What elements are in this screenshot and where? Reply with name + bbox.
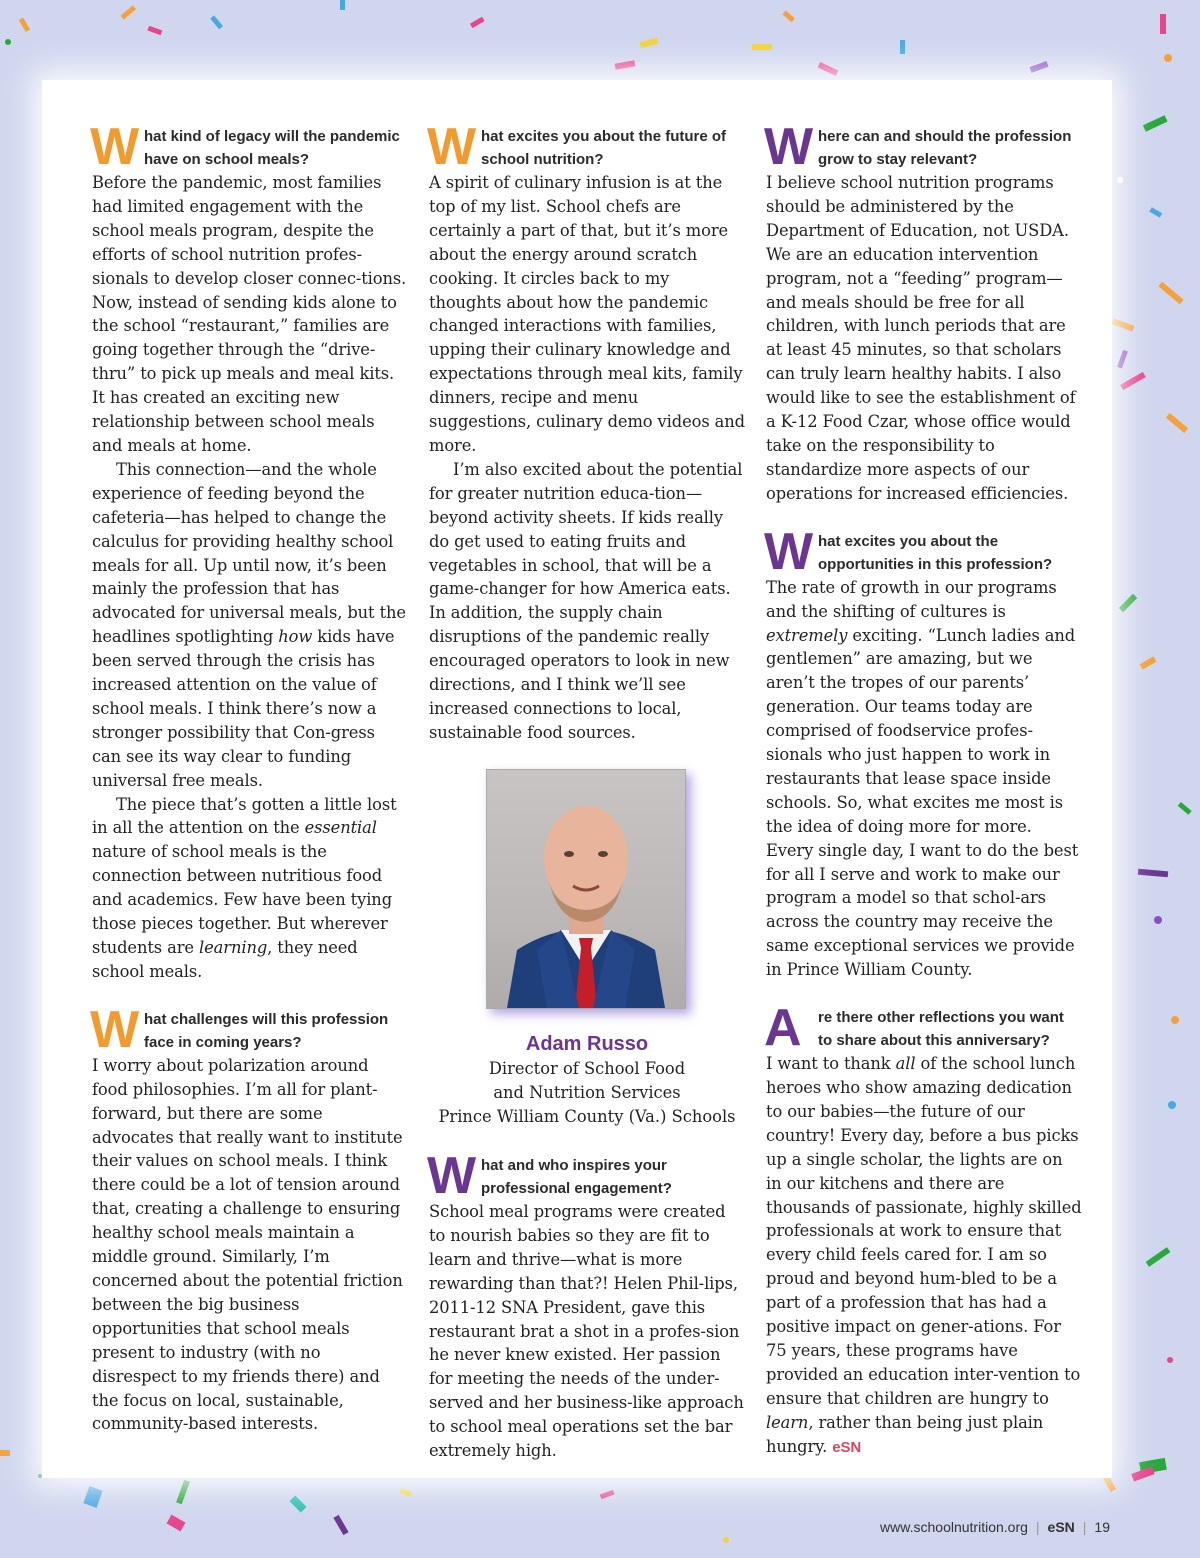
- dropcap: W: [90, 118, 140, 176]
- text-segment: of the school lunch heroes who show amazing dedication to our babies—the future of our country! Every day, before a bus picks up a single scholar, the lights are on in our kitchens and there are thousands of passionate, highly skilled professionals at work to ensure that every child feels cared for. I am so proud and beyond hum-bled to be a part of a profession that has had a positive impact on gener-ations. For 75 years, these programs have provided an education inter-vention to ensure that children are hungry to: [766, 1054, 1082, 1408]
- question-heading-future: [427, 118, 745, 176]
- question-text: hat excites you about the future of school nutrition?: [481, 128, 727, 168]
- emphasis: all: [895, 1054, 916, 1074]
- question-text: hat and who inspires your professional engagement?: [481, 1157, 672, 1197]
- answer-paragraph: School meal programs were created to nourish babies so they are fit to learn and thrive—what is more rewarding than that?! Helen Phil-lips, 2011-12 SNA President, gave this restaurant brat a shot in a profes-sion he never knew existed. Her passion for meeting the needs of the under-served and her business-like approach to school meal operations set the bar extremely high.: [429, 1202, 744, 1461]
- emphasis: extremely: [766, 625, 848, 645]
- text-segment: This connection—and the whole experience of feeding beyond the cafeteria—has helped to change the calculus for providing healthy school meals for all. Up until now, it’s been mainly the profession that has advocated for universal meals, but the headlines spotlighting: [92, 459, 406, 647]
- footer-divider: |: [1035, 1519, 1040, 1535]
- portrait-photo: [486, 769, 686, 1009]
- question-heading-inspires: [427, 1147, 745, 1205]
- magazine-brand: eSN: [1047, 1519, 1075, 1535]
- person-title: Director of School Food: [488, 1059, 686, 1078]
- question-heading-legacy: [90, 118, 408, 176]
- dropcap: A: [764, 999, 802, 1058]
- answer-paragraph: Before the pandemic, most families had limited engagement with the school meals program, despite the efforts of school nutrition profes-sionals to develop closer connec-tions. Now, instead of sending kids alone to the school “restaurant,” families are going together through the “drive-thru” to pick up meals and meal kits. It has created an exciting new relationship between school meals and meals at home.: [92, 173, 407, 455]
- question-heading-opportunities: [764, 522, 1082, 581]
- esn-signoff: eSN: [832, 1438, 862, 1456]
- answer-paragraph: [92, 793, 408, 984]
- emphasis: learn: [766, 1412, 809, 1432]
- text-segment: , they need school meals.: [92, 938, 358, 981]
- person-title: and Nutrition Services: [493, 1083, 681, 1102]
- emphasis: how: [278, 627, 313, 647]
- emphasis: learning: [199, 938, 268, 957]
- text-segment: exciting. “Lunch ladies and gentlemen” are amazing, but we aren’t the tropes of our parents’ generation. Our teams today are comprised of foodservice profes-sionals who just happen to work in restaurants that lease space inside schools. So, what excites me most is the idea of doing more for more. Every single day, I want to do the best for all I serve and work to make our program a model so that schol-ars across the country may receive the same exceptional services we provide in Prince William County.: [766, 625, 1079, 980]
- dropcap: W: [90, 1000, 140, 1059]
- person-name: Adam Russo: [525, 1033, 649, 1055]
- emphasis: essential: [304, 818, 377, 838]
- question-text: re there other reflections you want to share about this anniversary?: [818, 1009, 1064, 1050]
- column-1: [90, 118, 408, 1436]
- website-url[interactable]: www.schoolnutrition.org: [880, 1519, 1028, 1535]
- answer-paragraph: [92, 458, 408, 793]
- portrait-illustration: [487, 770, 685, 1008]
- photo-caption: [429, 1031, 745, 1129]
- question-heading-grow: [764, 118, 1082, 176]
- text-segment: nature of school meals is the connection between nutritious food and academics. Few have been tying those pieces together. But wherever students are: [92, 842, 393, 957]
- question-text: hat excites you about the opportunities in this profession?: [818, 532, 1053, 573]
- column-3: [764, 118, 1082, 1460]
- footer-divider: |: [1082, 1519, 1087, 1535]
- column-2: [427, 118, 745, 745]
- question-text: here can and should the profession grow to stay relevant?: [818, 128, 1072, 168]
- text-segment: The rate of growth in our programs and the shifting of cultures is: [766, 577, 1057, 621]
- text-segment: The piece that’s gotten a little lost in all the attention on the: [92, 794, 397, 838]
- text-segment: I want to thank: [766, 1054, 896, 1074]
- answer-paragraph: [766, 576, 1082, 982]
- question-text: hat challenges will this profession face in coming years?: [144, 1010, 389, 1051]
- question-text: hat kind of legacy will the pandemic have on school meals?: [144, 128, 400, 168]
- answer-paragraph: I believe school nutrition programs should be administered by the Department of Education, not USDA. We are an education intervention program, not a “feeding” program—and meals should be free for all children, with lunch periods that are at least 45 minutes, so that scholars can truly learn healthy habits. I also would like to see the establishment of a K-12 Food Czar, whose office would take on the responsibility to standardize more aspects of our operations for increased efficiencies.: [766, 173, 1076, 503]
- person-organization: Prince William County (Va.) Schools: [438, 1107, 736, 1126]
- question-heading-challenges: [90, 1000, 408, 1059]
- dropcap: W: [764, 522, 814, 581]
- column-2-lower: [427, 1147, 745, 1463]
- question-heading-reflections: [764, 999, 1082, 1058]
- answer-paragraph: I’m also excited about the potential for greater nutrition educa-tion—beyond activity sheets. If kids really do get used to eating fruits and vegetables in school, that will be a game-changer for how America eats. In addition, the supply chain disruptions of the pandemic really encouraged operators to look in new directions, and I think we’ll see increased connections to local, sustainable food sources.: [429, 459, 743, 742]
- page-number: 19: [1094, 1519, 1110, 1535]
- dropcap: W: [427, 118, 477, 176]
- answer-paragraph: A spirit of culinary infusion is at the top of my list. School chefs are certainly a part of that, but it’s more about the energy around scratch cooking. It circles back to my thoughts about how the pandemic changed interactions with families, upping their culinary knowledge and expectations through meal kits, family dinners, recipe and menu suggestions, culinary demo videos and more.: [429, 173, 745, 455]
- text-segment: kids have been served through the crisis has increased attention on the value of school meals. I think there’s now a stronger possibility that Con-gress can see its way clear to funding universal free meals.: [92, 627, 395, 790]
- dropcap: W: [427, 1147, 477, 1205]
- dropcap: W: [764, 118, 814, 176]
- page-footer: [880, 1519, 1110, 1535]
- text-segment: , rather than being just plain hungry.: [766, 1412, 1044, 1456]
- answer-paragraph: I worry about polarization around food philosophies. I’m all for plant-forward, but there are some advocates that really want to institute their values on school meals. I think there could be a lot of tension around that, creating a challenge to ensuring healthy school meals maintain a middle ground. Similarly, I’m concerned about the potential friction between the big business opportunities that school meals present to industry (with no disrespect to my friends there) and the focus on local, sustainable, community-based interests.: [92, 1055, 403, 1434]
- answer-paragraph: [766, 1052, 1082, 1459]
